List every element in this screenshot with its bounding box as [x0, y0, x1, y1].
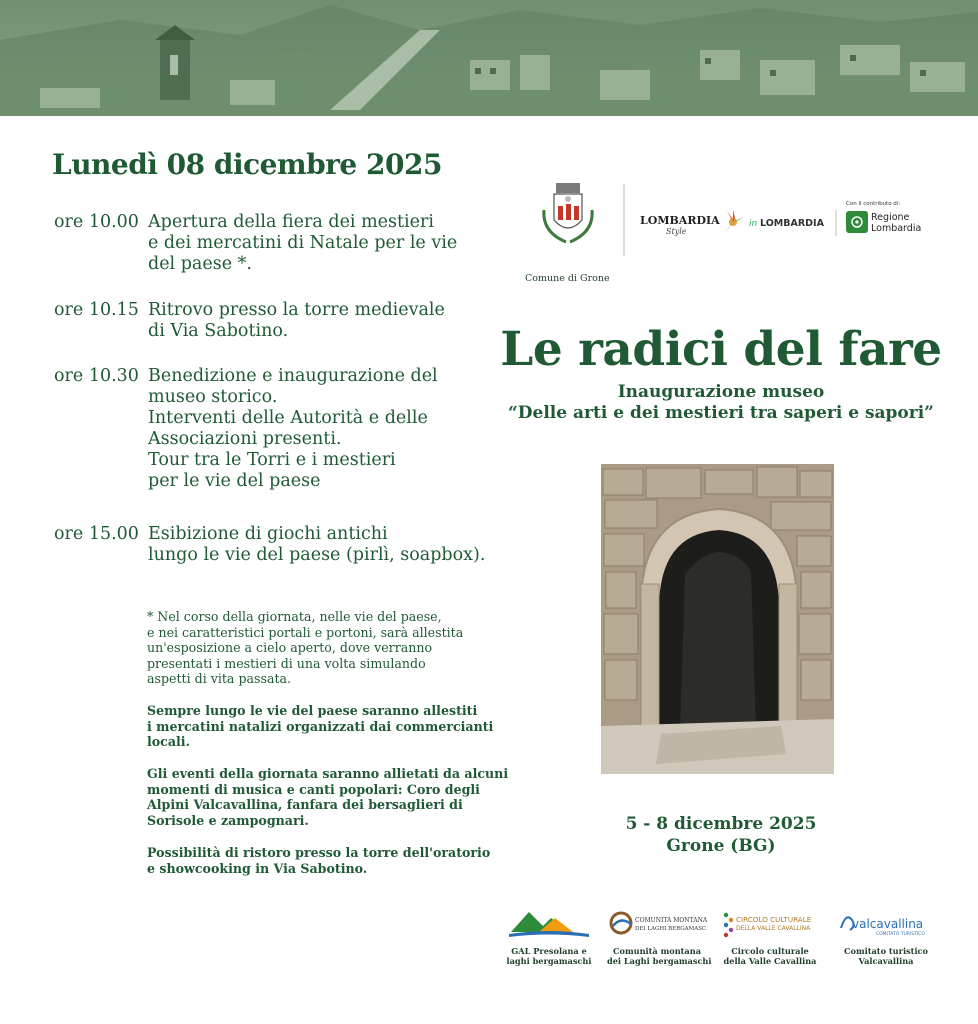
note-paragraph [147, 609, 487, 687]
logo-text: COMUNITÀ MONTANA [635, 917, 707, 924]
in-lombardia-prefix: in [749, 219, 758, 229]
valcavallina-icon [836, 906, 936, 942]
logo-text: DEI LAGHI BERGAMASCHI [635, 926, 707, 932]
subtitle [500, 382, 942, 424]
regione-rose-icon [846, 211, 868, 233]
regione-logo-line1: Regione [871, 212, 910, 223]
note-line: Gli eventi della giornata saranno allietati da alcuni [147, 766, 509, 781]
sponsor-circolo-culturale [720, 906, 820, 966]
note-line: e nei caratteristici portali e portoni, sarà allestita [147, 624, 464, 640]
note-line: presentati i mestieri di una volta simulando [147, 655, 426, 671]
schedule-line: lungo le vie del paese (pirlì, soapbox). [148, 545, 486, 565]
logo-text: CIRCOLO CULTURALE [736, 915, 812, 924]
schedule-line: del paese *. [148, 254, 252, 274]
caption-line: Comunità montana [612, 946, 701, 956]
schedule-line: Apertura della fiera dei mestieri [148, 212, 434, 232]
regione-logo-line2: Lombardia [871, 223, 922, 234]
subtitle-line: “Delle arti e dei mestieri tra saperi e sapori” [508, 403, 934, 423]
schedule-line: Ritrovo presso la torre medievale [148, 300, 445, 320]
note-line: momenti di musica e canti popolari: Coro degli [147, 781, 480, 797]
circolo-culturale-icon [720, 906, 820, 942]
event-date: 5 - 8 dicembre 2025 [625, 814, 817, 834]
schedule-line: Benedizione e inaugurazione del [148, 366, 438, 386]
schedule-line: Esibizione di giochi antichi [148, 524, 388, 544]
note-paragraph [147, 766, 509, 828]
schedule-line: di Via Sabotino. [148, 321, 289, 341]
caption-line: Comitato turistico [843, 946, 929, 956]
sponsor-caption [607, 946, 712, 966]
logo-text: COMITATO TURISTICO [876, 932, 925, 937]
schedule-line: museo storico. [148, 387, 278, 407]
schedule-time: ore 15.00 [54, 524, 139, 544]
logo-text: DELLA VALLE CAVALLINA [736, 925, 811, 932]
note-line: Alpini Valcavallina, fanfara dei bersaglieri di [147, 797, 463, 813]
stone-arch-photo [601, 464, 834, 774]
stone-arch-photo-icon [601, 464, 834, 774]
village-photo-icon [0, 0, 978, 116]
main-title: Le radici del fare [500, 322, 942, 377]
lombardia-style-sub: Style [666, 227, 687, 236]
event-date-location [600, 813, 842, 857]
sponsor-comunita-montana [607, 906, 712, 966]
star-burst-icon [721, 210, 744, 232]
schedule-line: per le vie del paese [148, 471, 321, 491]
note-line: Possibilità di ristoro presso la torre dell'oratorio [147, 845, 491, 860]
caption-line: Valcavallina [858, 956, 914, 966]
note-line: e showcooking in Via Sabotino. [147, 860, 368, 876]
schedule-description [148, 524, 488, 566]
gal-mountains-icon [499, 906, 599, 942]
comune-label: Comune di Grone [525, 273, 610, 284]
schedule-time: ore 10.15 [54, 300, 139, 320]
sponsor-valcavallina [836, 906, 936, 966]
sponsor-caption [499, 946, 599, 966]
schedule-line: Tour tra le Torri e i mestieri [148, 450, 396, 470]
note-line: i mercatini natalizi organizzati dai commercianti [147, 718, 494, 734]
header-banner-photo [0, 0, 978, 116]
schedule-description [148, 300, 488, 342]
note-line: * Nel corso della giornata, nelle vie del paese, [147, 609, 442, 624]
comunita-montana-icon [607, 906, 707, 942]
schedule-line: Interventi delle Autorità e delle [148, 408, 428, 428]
contributo-label: Con il contributo di: [846, 201, 901, 207]
partner-logos [520, 180, 940, 290]
logo-text: valcavallina [852, 917, 924, 931]
caption-line: Circolo culturale [731, 946, 809, 956]
lombardia-style-logo: LOMBARDIA [640, 214, 720, 227]
note-line: aspetti di vita passata. [147, 671, 292, 687]
note-line: Sempre lungo le vie del paese saranno allestiti [147, 703, 478, 718]
sponsor-caption [836, 946, 936, 966]
subtitle-line: Inaugurazione museo [617, 382, 825, 402]
note-line: Sorisole e zampognari. [147, 812, 309, 828]
coat-of-arms-icon [525, 183, 610, 284]
schedule-description [148, 212, 488, 275]
note-line: un'esposizione a cielo aperto, dove verranno [147, 640, 433, 656]
schedule-time: ore 10.00 [54, 212, 139, 232]
caption-line: GAL Presolana e [511, 946, 587, 956]
logos-svg [520, 180, 940, 290]
note-paragraph [147, 703, 494, 750]
in-lombardia-logo: LOMBARDIA [760, 218, 824, 229]
note-line: locali. [147, 734, 190, 750]
caption-line: dei Laghi bergamaschi [607, 956, 712, 966]
note-paragraph [147, 845, 491, 876]
schedule-line: Associazioni presenti. [148, 429, 342, 449]
schedule-description [148, 366, 488, 492]
sponsor-caption [720, 946, 820, 966]
event-day-title: Lunedì 08 dicembre 2025 [52, 148, 442, 181]
caption-line: della Valle Cavallina [723, 956, 817, 966]
schedule-line: e dei mercatini di Natale per le vie [148, 233, 458, 253]
schedule-time: ore 10.30 [54, 366, 139, 386]
sponsor-gal [499, 906, 599, 966]
event-location: Grone (BG) [666, 836, 776, 856]
caption-line: laghi bergamaschi [506, 956, 592, 966]
